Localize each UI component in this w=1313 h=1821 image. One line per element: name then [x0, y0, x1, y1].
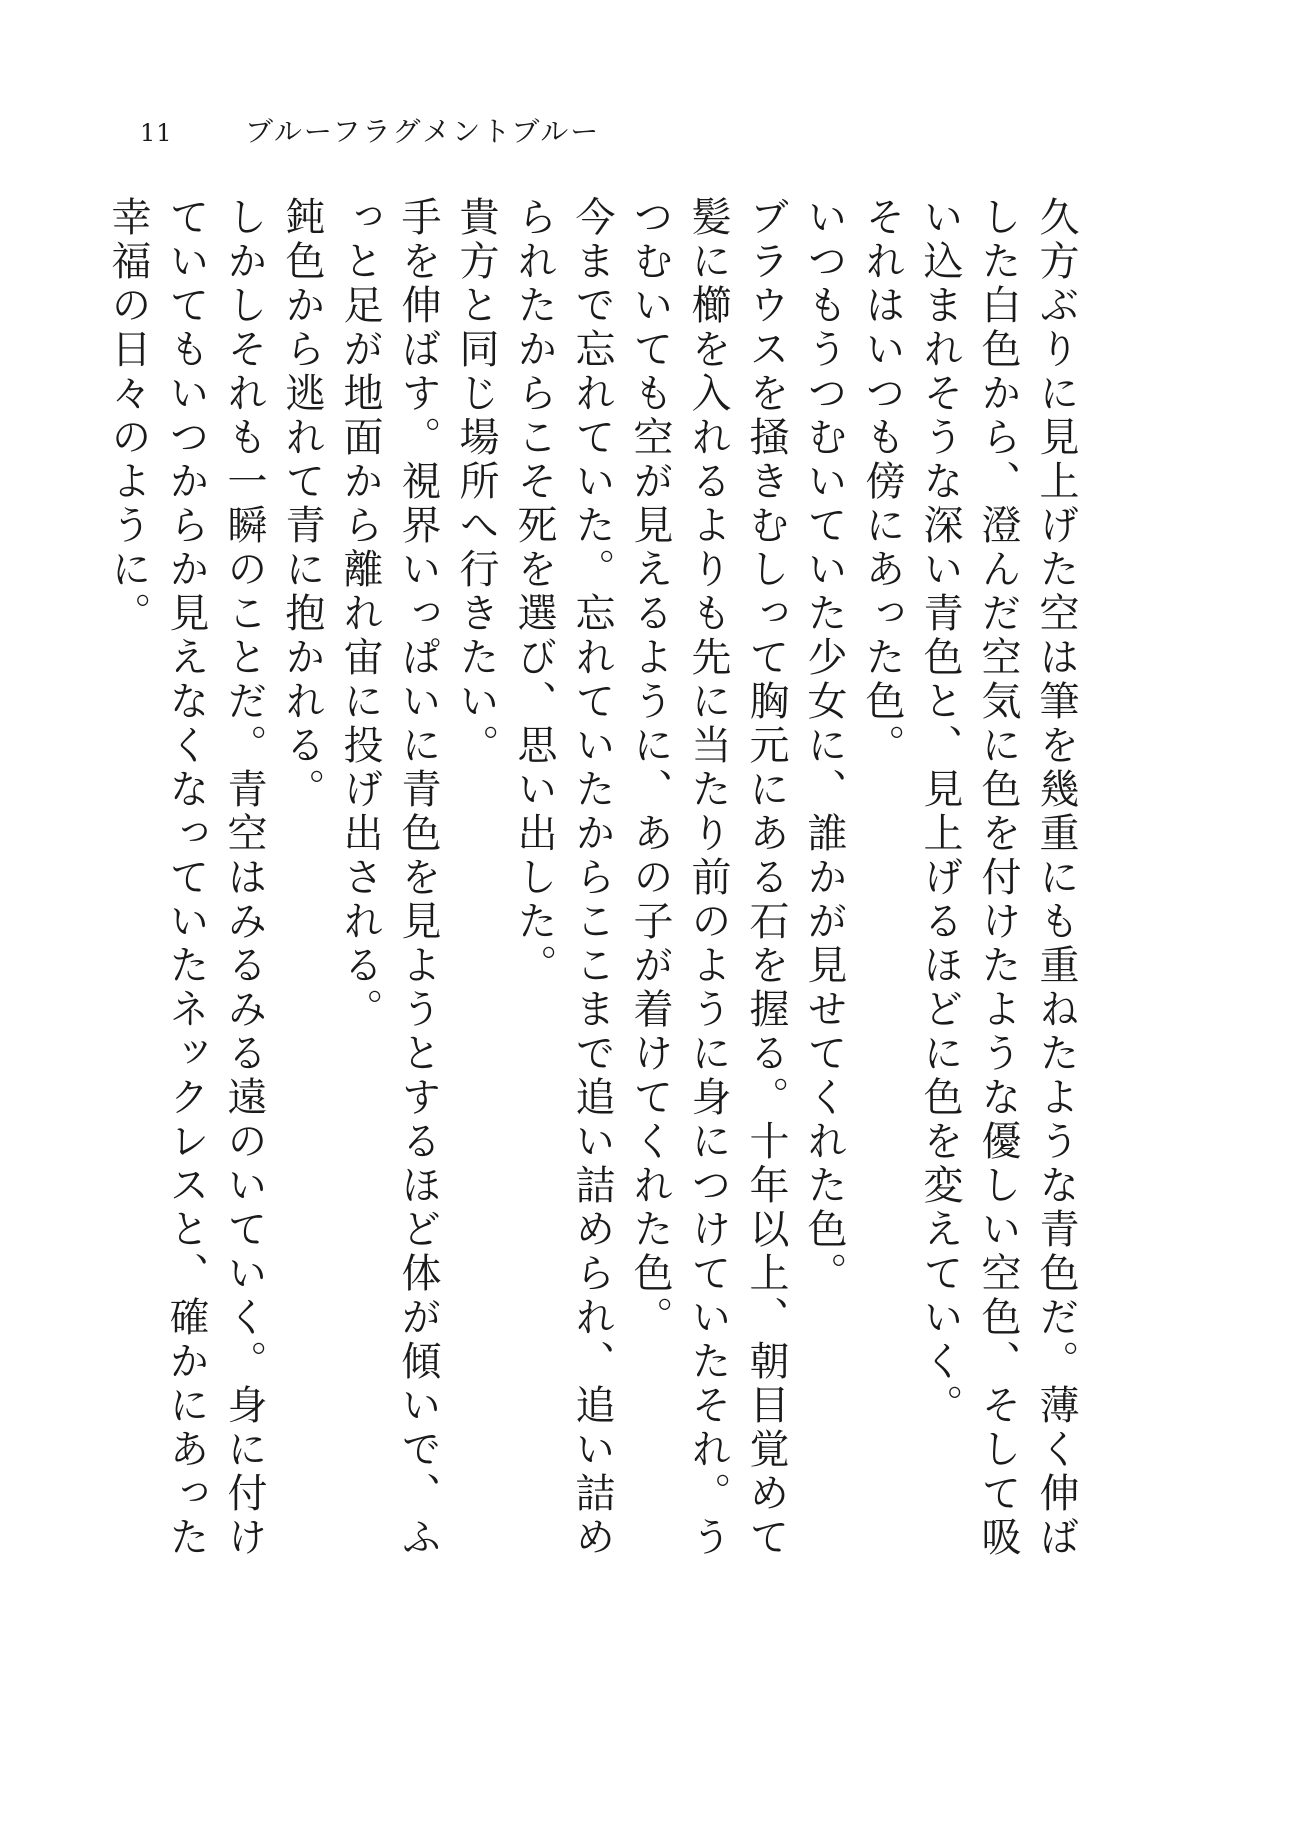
paragraph-8: 鈍色から逃れて青に抱かれる。 [279, 196, 325, 812]
paragraph-5: 今まで忘れていた。忘れていたからここまで追い詰められ、追い詰められたからこそ死を選び、思い出した。 [511, 196, 615, 1560]
page-number: 11 [140, 119, 173, 147]
paragraph-9: しかしそれも一瞬のことだ。青空はみるみる遠のいていく。身に付けていてもいつからか見えなくなっていたネックレスと、確かにあった幸福の日々のように。 [105, 196, 267, 1560]
paragraph-6: 貴方と同じ場所へ行きたい。 [453, 196, 499, 768]
paragraph-7: 手を伸ばす。視界いっぱいに青色を見ようとするほど体が傾いで、ふっと足が地面から離れ宙に投げ出される。 [337, 196, 441, 1560]
running-header [140, 110, 600, 150]
paragraph-4: ブラウスを掻きむしって胸元にある石を握る。十年以上、朝目覚めて髪に櫛を入れるよりも先に当たり前のように身につけていたそれ。うつむいても空が見えるように、あの子が着けてくれた色。 [627, 196, 789, 1560]
paragraph-3: いつもうつむいていた少女に、誰かが見せてくれた色。 [801, 196, 847, 1296]
paragraph-1: 久方ぶりに見上げた空は筆を幾重にも重ねたような青色だ。薄く伸ばした白色から、澄んだ空気に色を付けたような優しい空色、そして吸い込まれそうな深い青色と、見上げるほどに色を変えていく。 [917, 196, 1079, 1560]
paragraph-2: それはいつも傍にあった色。 [859, 196, 905, 768]
vertical-body-text [105, 196, 1085, 1596]
running-title: ブルーフラグメントブルー [245, 115, 601, 148]
